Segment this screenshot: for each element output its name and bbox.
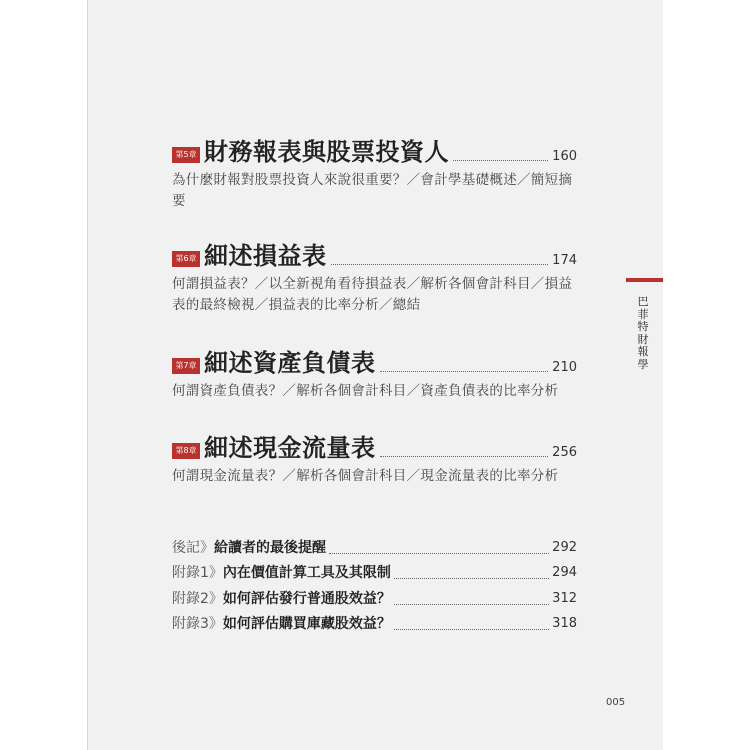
side-book-title: 巴菲特財報學 <box>637 295 649 371</box>
dot-leader <box>380 455 549 457</box>
entry-title: 內在價值計算工具及其限制 <box>222 565 391 581</box>
dot-leader <box>331 263 549 265</box>
entry-title: 如何評估購買庫藏股效益？ <box>222 616 391 632</box>
dot-leader <box>329 552 549 554</box>
chapter-title: 細述現金流量表 <box>204 434 376 462</box>
entry-label: 附錄3》 <box>172 616 223 632</box>
entry-title: 如何評估發行普通股效益？ <box>222 590 391 607</box>
appendix-1-entry[interactable] <box>172 558 577 584</box>
page-number: 005 <box>606 697 626 708</box>
entry-page-number: 312 <box>552 590 577 606</box>
side-tab-accent <box>626 278 663 282</box>
chapter-description: 何謂資產負債表？／解析各個會計科目／資產負債表的比率分析 <box>172 383 559 399</box>
dot-leader <box>394 628 549 630</box>
entry-page-number: 292 <box>552 539 577 555</box>
chapter-page-number: 160 <box>552 149 577 164</box>
dot-leader <box>453 159 548 161</box>
chapter-badge: 第7章 <box>172 358 200 374</box>
chapter-description: 何謂損益表？／以全新視角看待損益表／解析各個會計科目／損益表的最終檢視／損益表的比率分析／總結 <box>172 276 573 313</box>
appendix-3-entry[interactable] <box>172 609 577 635</box>
chapter-8-entry[interactable] <box>172 433 577 487</box>
entry-label: 附錄1》 <box>172 565 223 581</box>
back-matter-list <box>172 532 577 634</box>
chapter-page-number: 210 <box>552 360 577 375</box>
chapter-title: 財務報表與股票投資人 <box>204 138 449 166</box>
dot-leader <box>380 370 549 372</box>
entry-title: 給讀者的最後提醒 <box>214 539 326 556</box>
dot-leader <box>394 603 549 605</box>
entry-page-number: 318 <box>552 616 577 631</box>
entry-label: 後記》 <box>172 539 214 556</box>
chapter-6-entry[interactable] <box>172 241 577 316</box>
chapter-page-number: 174 <box>552 253 577 268</box>
chapter-badge: 第6章 <box>172 251 200 267</box>
chapter-title: 細述損益表 <box>204 242 327 270</box>
chapter-page-number: 256 <box>552 445 577 460</box>
afterword-entry[interactable] <box>172 532 577 558</box>
chapter-5-entry[interactable] <box>172 137 577 212</box>
chapter-description: 何謂現金流量表？／解析各個會計科目／現金流量表的比率分析 <box>172 468 559 484</box>
entry-page-number: 294 <box>552 565 577 580</box>
chapter-7-entry[interactable] <box>172 348 577 402</box>
chapter-badge: 第5章 <box>172 147 200 163</box>
chapter-title: 細述資產負債表 <box>204 349 376 377</box>
dot-leader <box>394 577 549 579</box>
appendix-2-entry[interactable] <box>172 583 577 609</box>
chapter-description: 為什麼財報對股票投資人來說很重要？／會計學基礎概述／簡短摘要 <box>172 172 573 209</box>
entry-label: 附錄2》 <box>172 590 223 607</box>
chapter-badge: 第8章 <box>172 443 200 459</box>
